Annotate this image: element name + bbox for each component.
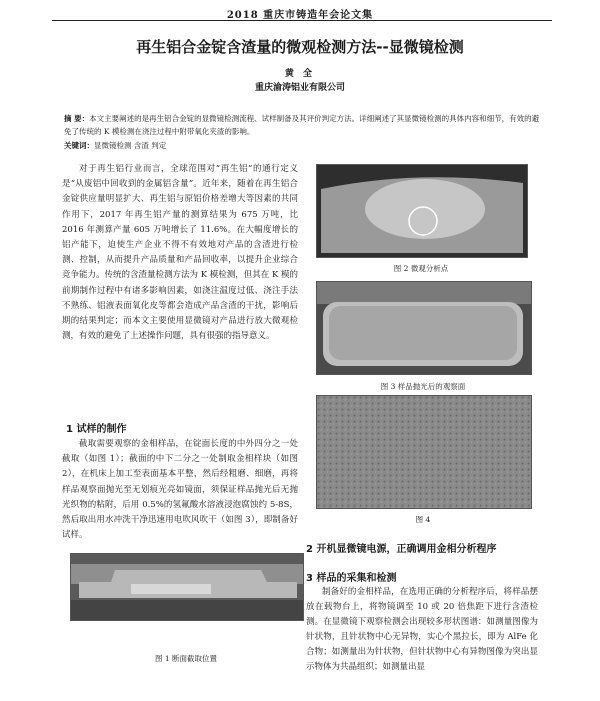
author: 黄 全 [284, 69, 316, 79]
figure-1-caption: 图 1 断面截取位置 [154, 654, 218, 663]
affiliation: 重庆渝涛铝业有限公司 [254, 83, 345, 93]
figure-3-image [316, 281, 532, 375]
figure-4-caption: 图 4 [415, 515, 431, 524]
figure-2-image [316, 164, 528, 258]
paper-title: 再生铝合金锭含渣量的微观检测方法--显微镜检测 [136, 38, 464, 56]
journal-header: 2018 重庆市铸造年会论文集 [226, 10, 374, 21]
section-1-title: 1 试样的制作 [66, 424, 127, 435]
section-1-text: 截取需要观察的金相样品，在锭面长度的中外四分之一处截取（如图 1）；截面的中下二分之一处制取金相样块（如图 2），在机床上加工至表面基本平整，然后经粗磨、细磨，再将样品观察面抛光至无划痕光亮如镜面，须保证样品抛光后无抛光织物的粘附，后用 0.5%的氢氟酸水溶液浸泡腐蚀约 5-8S，然后取出用水冲洗干净迅速用电吹风吹干（如图 3），即制备好试样。 [62, 439, 298, 541]
abstract-label: 摘 要： [64, 114, 90, 123]
section-3-text: 制备好的金相样品，在选用正确的分析程序后，将样品摆放在载物台上，将物镜调至 10 或 20 倍焦距下进行含渣检测。在显微镜下观察检测会出现较多形状图谱：如测量图像为针状物，且针状物中心无异物，实心个黑拉长，即为 AlFe 化合物；如测量出为针状物，但针状物中心有异物图像为突出显示物体为共晶组织；如测量出显 [306, 587, 538, 672]
figure-2-caption: 图 2 微观分析点 [393, 264, 449, 273]
figure-1-image [70, 553, 304, 621]
section-3-body [306, 585, 538, 675]
section-1-body [62, 437, 298, 543]
section-3-title: 3 样品的采集和检测 [306, 573, 397, 584]
intro-text: 对于再生铝行业而言，全球范围对“再生铝”的通行定义是“从废铝中回收到的金属铝含量”。近年来，随着在再生铝合金锭供应量明显扩大、再生铝与原铝价格差增大等因素的共同作用下，2017 年再生铝产量的测算结果为 675 万吨，比 2016 年测算产量 605 万吨增长了 11.6%。在大幅度增长的铝产能下，迫使生产企业不得不有效地对产品的含渣进行检测、控制，从而提升产品质量和产品回收率，以提升企业综合竞争能力。传统的含渣量检测方法为 K 模检测，但其在 K 模的前期制作过程中有诸多影响因素，如浇注温度过低、浇注手法不熟练、铝液表面氧化皮等都会造成产品含渣的干扰，影响后期的结果判定；而本文主要使用显微镜对产品进行放大微观检测，有效的避免了上述操作问题，具有很强的指导意义。 [62, 164, 299, 342]
intro-paragraph [62, 162, 298, 344]
abstract-text: 本文主要阐述的是再生铝合金锭的显微镜检测流程、试样制备及其评价判定方法。详细阐述了其显微镜检测的具体内容和细节，有效的避免了传统的 K 模检测在浇注过程中附带氧化夹渣的影响。 [64, 114, 540, 136]
abstract [64, 112, 542, 138]
figure-4-image [316, 395, 532, 509]
header-rule [52, 20, 552, 21]
keywords-label: 关键词： [64, 141, 94, 150]
keywords-text: 显微镜检测 含渣 判定 [94, 141, 167, 150]
keywords [64, 140, 542, 151]
section-2-title: 2 开机显微镜电源，正确调用金相分析程序 [306, 544, 497, 555]
figure-3-caption: 图 3 样品抛光后的观察面 [380, 382, 466, 391]
